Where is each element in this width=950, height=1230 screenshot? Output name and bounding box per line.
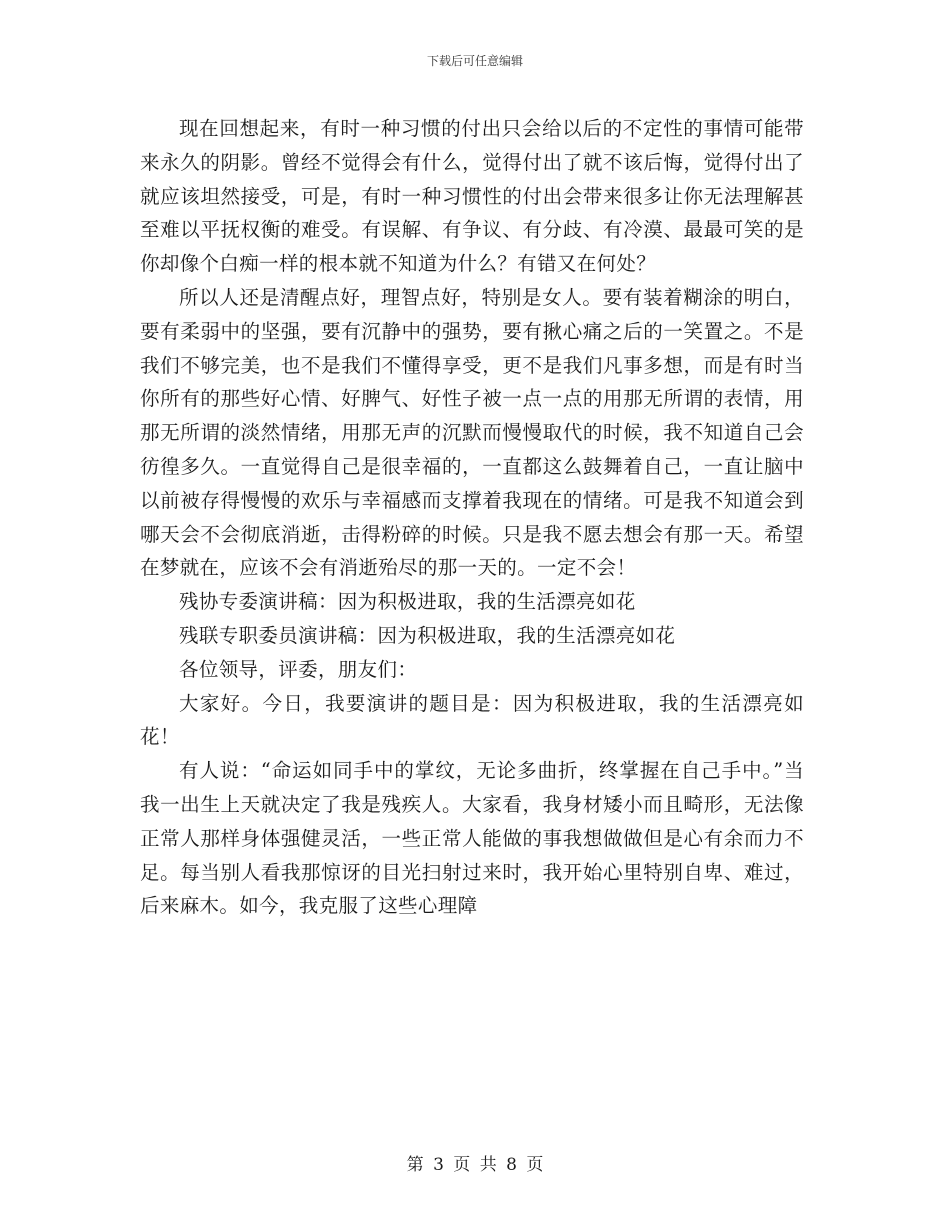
paragraph-1: 现在回想起来，有时一种习惯的付出只会给以后的不定性的事情可能带来永久的阴影。曾经不觉得会有什么，觉得付出了就不该后悔，觉得付出了就应该坦然接受，可是，有时一种习惯性的付出会带来很多让你无法理解甚至难以平抚权衡的难受。有误解、有争议、有分歧、有冷漠、最最可笑的是你却像个白痴一样的根本就不知道为什么？有错又在何处？ — [140, 117, 804, 276]
speech-title-1: 残协专委演讲稿：因为积极进取，我的生活漂亮如花 — [179, 590, 636, 614]
speech-title-2: 残联专职委员演讲稿：因为积极进取，我的生活漂亮如花 — [179, 623, 676, 647]
paragraph-greeting: 大家好。今日，我要演讲的题目是：因为积极进取，我的生活漂亮如花！ — [140, 691, 804, 749]
salutation: 各位领导，评委，朋友们： — [179, 657, 418, 681]
document-body — [140, 112, 804, 923]
paragraph-3: 有人说：“命运如同手中的掌纹，无论多曲折，终掌握在自己手中。”当我一出生上天就决定了我是残疾人。大家看，我身材矮小而且畸形，无法像正常人那样身体强健灵活，一些正常人能做的事我想做做但是心有余而力不足。每当别人看我那惊讶的目光扫射过来时，我开始心里特别自卑、难过，后来麻木。如今，我克服了这些心理障 — [140, 759, 804, 918]
page-number-footer: 第 3 页 共 8 页 — [406, 1155, 544, 1175]
paragraph-2: 所以人还是清醒点好，理智点好，特别是女人。要有装着糊涂的明白，要有柔弱中的坚强，要有沉静中的强势，要有揪心痛之后的一笑置之。不是我们不够完美，也不是我们不懂得享受，更不是我们凡事多想，而是有时当你所有的那些好心情、好脾气、好性子被一点一点的用那无所谓的表情，用那无所谓的淡然情绪，用那无声的沉默而慢慢取代的时候，我不知道自己会彷徨多久。一直觉得自己是很幸福的，一直都这么鼓舞着自己，一直让脑中以前被存得慢慢的欢乐与幸福感而支撑着我现在的情绪。可是我不知道会到哪天会不会彻底消逝，击得粉碎的时候。只是我不愿去想会有那一天。希望在梦就在，应该不会有消逝殆尽的那一天的。一定不会！ — [140, 285, 804, 580]
page-header-note: 下载后可任意编辑 — [426, 54, 523, 68]
